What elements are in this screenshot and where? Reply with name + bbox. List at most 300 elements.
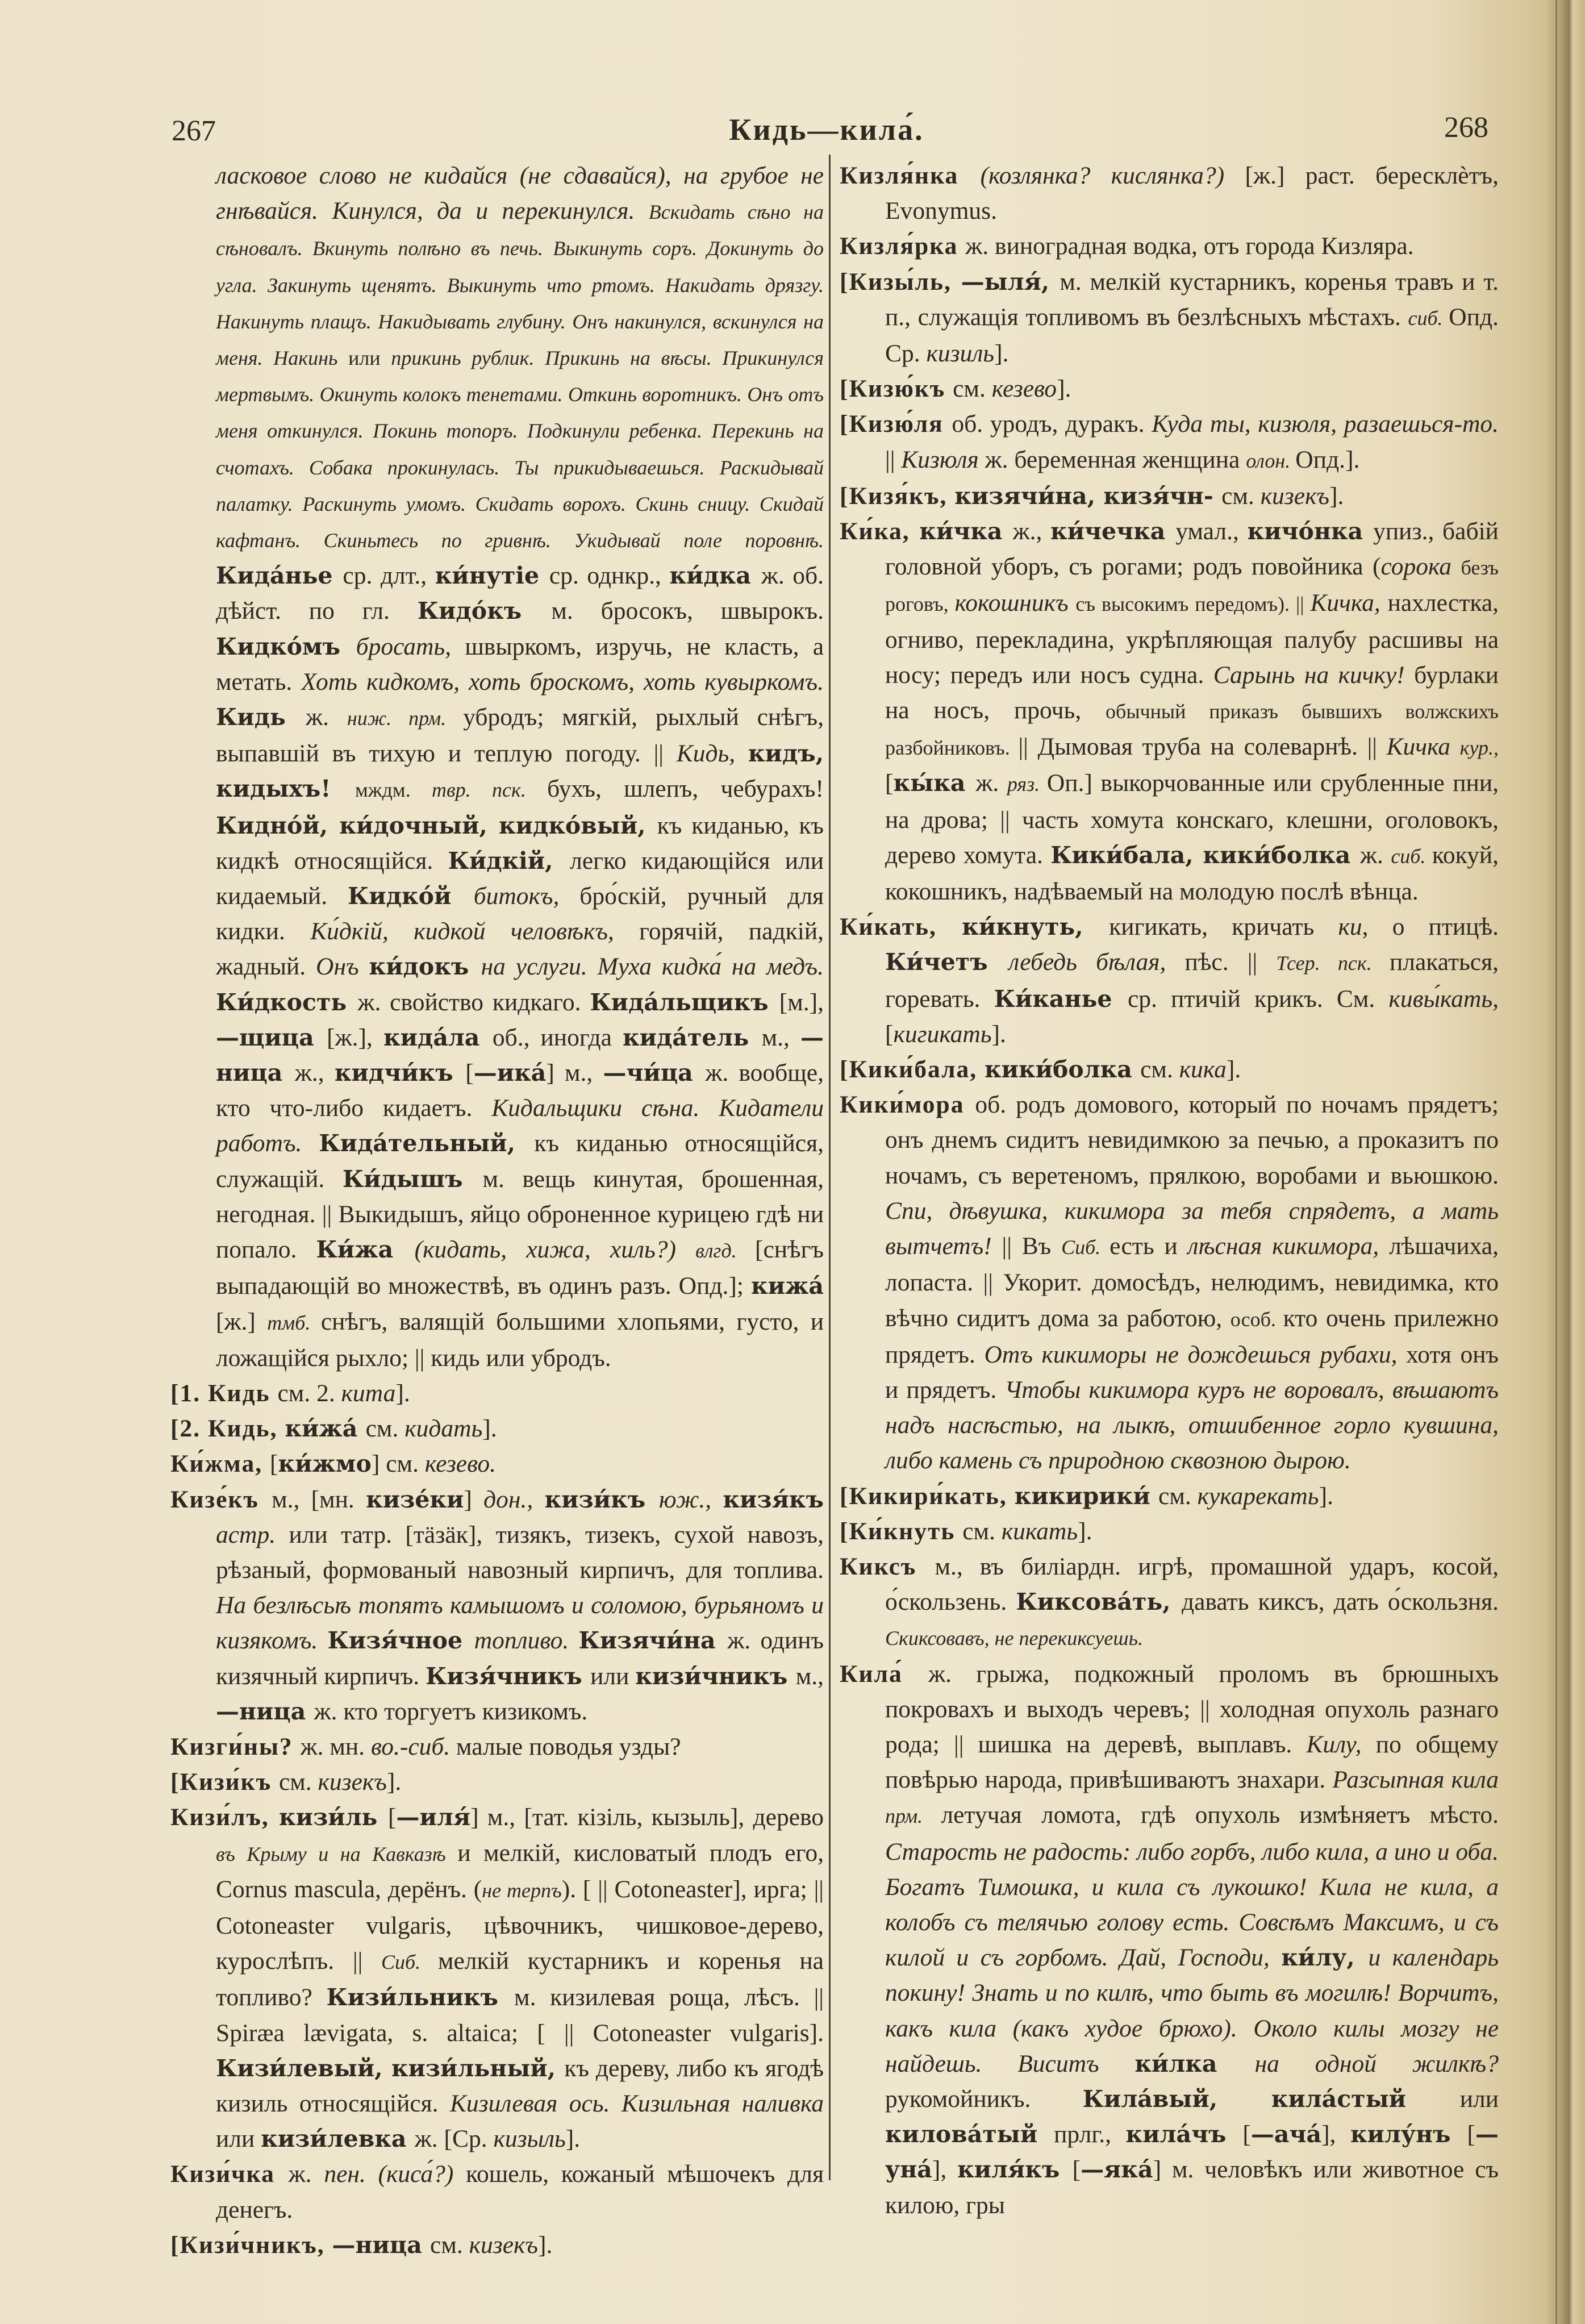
example-text: дон., — [483, 1485, 545, 1513]
definition-text: бро́скій, ручный для кидки. — [216, 882, 824, 946]
definition-text: ]. — [1078, 1517, 1092, 1545]
example-text: твр. пск. — [432, 778, 548, 802]
headword: ки́жа́ — [285, 1415, 366, 1443]
definition-text: || Дымовая труба на солеварнѣ. || — [1018, 733, 1387, 761]
definition-text: ж. — [306, 703, 347, 731]
example-text: лебедь бѣлая, — [1008, 948, 1185, 976]
definition-text: ж. вообще, кто что-либо кидаетъ. — [216, 1059, 824, 1122]
example-text: кикать — [1001, 1517, 1078, 1545]
headword: кизи́чникъ — [635, 1662, 796, 1690]
definition-text: ], — [932, 2156, 958, 2184]
dictionary-entry — [840, 158, 1499, 228]
definition-text: по общему повѣрью народа, привѣшиваютъ знахари. — [885, 1730, 1499, 1794]
dictionary-entry — [840, 1514, 1499, 1549]
example-text: прм. — [885, 1805, 941, 1828]
definition-text: ]. — [1226, 1056, 1241, 1084]
example-text: кокошникъ — [954, 589, 1076, 617]
example-text: Разсыпная кила — [1332, 1766, 1499, 1794]
example-text: кигикать — [893, 1020, 992, 1048]
dictionary-entry — [840, 264, 1499, 372]
headword: [2. Кидь, — [170, 1415, 285, 1443]
definition-text: [ — [1072, 2156, 1081, 2184]
definition-text: рукомойникъ. — [885, 2085, 1083, 2113]
running-title: Кидь—кила́. — [729, 113, 924, 147]
headword: Ки́канье — [994, 985, 1128, 1013]
headword: Киксова́ть, — [1016, 1588, 1182, 1616]
example-text: на услуги. Муха кидка́ на медъ. — [481, 953, 824, 981]
example-text: На безлѣсьѣ топятъ камышомъ и соломою, бурьяномъ и кизякомъ. — [216, 1592, 824, 1655]
example-text: прикинь рублик. Прикинь на вѣсы. Прикинулся мертвымъ. Окинуть колокъ тенетами. Откинь воротникъ. Онъ отъ меня откинулся. Покинь топоръ. Подкинули ребенка. Перекинь на счотахъ. Собака прокинулась. Ты прикидываешься. Раскидывай палатку. Раскинуть умомъ. Скидать ворохъ. Скинь сницу. Скидай кафтанъ. Скиньтесь по гривнѣ. Укидывай поле поровнѣ. — [216, 347, 824, 552]
headword: кида́ла — [383, 1023, 493, 1051]
headword: [Кизи́чникъ, — [170, 2231, 332, 2259]
headword: —ница — [216, 1697, 314, 1725]
headword: кизи́къ — [544, 1485, 659, 1513]
headword: Ки́дкость — [216, 988, 358, 1016]
definition-text: ]. — [1057, 375, 1071, 403]
example-text: кидать — [404, 1415, 483, 1443]
definition-text: ж. одинъ кизячный кирпичъ. — [216, 1627, 824, 1690]
headword: Кидно́й, ки́дочный, кидко́вый, — [216, 811, 657, 839]
definition-text: ж. — [975, 769, 1007, 797]
headword: кидъ, кидыхъ! — [216, 740, 824, 803]
definition-text: ж. мн. — [300, 1732, 371, 1760]
definition-text: прлг., — [1054, 2121, 1126, 2148]
headword: —щица — [216, 1023, 327, 1051]
dictionary-entry — [170, 158, 824, 1376]
definition-text: об. уродъ, дуракъ. — [952, 410, 1152, 438]
headword: Кизи́чка — [170, 2160, 289, 2188]
headword: ки́лу, — [1281, 1944, 1369, 1972]
definition-text: м. кизилевая роща, лѣсъ. || Spiræa lævigata, s. altaica; [ || Cotoneaster vulgaris]. — [216, 1984, 824, 2047]
definition-text: [ — [465, 1059, 474, 1087]
headword: [Кизя́къ, — [840, 482, 955, 510]
headword: Кики́бала, кики́болка — [1050, 841, 1360, 869]
definition-text: мждм. — [354, 778, 432, 802]
dictionary-entry — [840, 1052, 1499, 1087]
example-text: Скиксовавъ, не перекиксуешь. — [885, 1627, 1143, 1650]
headword: килова́тый — [885, 2121, 1054, 2148]
definition-text: ж., — [294, 1059, 335, 1087]
definition-text: лѣшачиха, лопаста. || Укорит. домосѣдъ, нелюдимъ, невидимка, кто вѣчно сидитъ дома за работою, — [885, 1232, 1499, 1332]
definition-text: ] м., [тат. кізіль, кызыль], дерево — [470, 1804, 824, 1831]
example-text: Кизюля — [901, 445, 985, 473]
example-text: сиб. — [1408, 306, 1449, 330]
definition-text: ]. — [994, 340, 1009, 368]
definition-text: умал., — [1175, 518, 1248, 545]
headword: кида́тель — [623, 1023, 762, 1051]
example-text: ки — [1338, 913, 1362, 941]
headword: кизе́ки — [366, 1485, 464, 1513]
example-text: Кидальщики сѣна. Кидатели работъ. — [216, 1094, 824, 1157]
headword: —ика́ — [473, 1059, 547, 1087]
example-text: юж., — [658, 1485, 723, 1513]
dictionary-entry — [170, 2227, 824, 2263]
definition-text: нахлестка, огниво, перекладина, укрѣпляющая палубу расшивы на носу; передъ или носъ судна. — [885, 589, 1499, 689]
definition-text: ]. — [537, 2231, 553, 2259]
definition-text: къ киданью, къ кидкѣ относящійся. — [216, 811, 824, 874]
example-text: въ Крыму и на Кавказѣ — [216, 1842, 458, 1865]
definition-text: ж. свойство кидкаго. — [357, 988, 590, 1016]
definition-text: или — [216, 2125, 261, 2153]
dictionary-entry — [840, 406, 1499, 478]
column-divider — [829, 155, 831, 2180]
example-text: кизиль — [926, 340, 995, 368]
example-text: топливо. — [474, 1627, 579, 1655]
example-text: лѣсная кикимора, — [1187, 1232, 1390, 1260]
definition-text: [ — [885, 1020, 894, 1048]
example-text: влгд. — [695, 1239, 755, 1263]
definition-text: кокуй, кокошникъ, надѣваемый на молодую послѣ вѣнца. — [885, 841, 1499, 906]
headword: Кида́тельный, — [319, 1130, 535, 1157]
definition-text: Опд. Ср. — [885, 303, 1499, 368]
definition-text: см. — [953, 375, 992, 403]
definition-text: есть и — [1110, 1232, 1188, 1260]
headword: кидчи́къ — [334, 1059, 466, 1087]
headword: ки́нутіе — [435, 562, 549, 590]
example-text: кезево — [991, 375, 1057, 403]
headword: Кизячи́на — [578, 1627, 728, 1655]
definition-text: ж. об. дѣйст. по гл. — [216, 562, 824, 625]
headword: Кила́ — [840, 1660, 929, 1688]
definition-text: см. — [1158, 1482, 1198, 1510]
headword: —ница — [332, 2231, 431, 2259]
headword: Кизля́рка — [840, 232, 966, 260]
headword: киля́къ — [957, 2156, 1073, 2184]
definition-text: летучая ломота, гдѣ опухоль измѣняетъ мѣсто. — [941, 1801, 1499, 1829]
definition-text: см. 2. — [277, 1379, 341, 1407]
headword: Кида́льщикъ — [590, 988, 779, 1016]
headword: Кила́вый, кила́стый — [1082, 2085, 1460, 2113]
definition-text: [ — [885, 769, 894, 797]
definition-text: ж. кто торгуетъ кизикомъ. — [314, 1697, 588, 1725]
right-column — [840, 158, 1499, 2223]
headword: Ки́жа — [316, 1236, 415, 1264]
dictionary-entry — [170, 1800, 824, 2156]
example-text: кизекъ — [469, 2231, 538, 2259]
definition-text: ср. однкр., — [549, 562, 670, 590]
definition-text: [ж.] — [216, 1307, 268, 1335]
example-text: сиб. — [1391, 844, 1432, 868]
example-text: Отъ кикиморы не дождешься рубахи, — [984, 1340, 1407, 1368]
definition-text: [ — [1242, 2121, 1251, 2148]
definition-text: убродъ; мягкій, рыхлый снѣгъ, выпавшій въ тихую и теплую погоду. || — [216, 703, 824, 768]
example-text: (козлянка? кислянка?) — [980, 162, 1245, 189]
example-text: Килу, — [1306, 1730, 1376, 1758]
headword: кижа́ — [751, 1272, 824, 1300]
example-text: кита — [341, 1379, 396, 1407]
example-text: сорока — [1380, 553, 1461, 581]
definition-text: упиз., бабій головной уборъ, съ рогами; родъ повойника ( — [885, 518, 1499, 581]
headword: —ача́ — [1250, 2121, 1322, 2148]
headword: ки́докъ — [369, 953, 481, 981]
definition-text: м., — [761, 1023, 800, 1051]
example-text: Кичка, — [1310, 589, 1388, 617]
definition-text: || — [885, 445, 902, 473]
definition-text: ж. виноградная водка, отъ города Кизляра. — [965, 232, 1414, 260]
definition-text: [снѣгъ выпадающій во множествѣ, въ одинъ разъ. Опд.]; — [216, 1236, 824, 1300]
headword: ки́чка — [919, 518, 1013, 545]
definition-text: ]. — [386, 1768, 402, 1796]
headword: кила́чъ — [1125, 2121, 1243, 2148]
definition-text: см. — [430, 2231, 469, 2259]
headword: кизя́къ — [723, 1485, 824, 1513]
dictionary-entry — [840, 1087, 1499, 1478]
dictionary-entry — [840, 1478, 1499, 1514]
example-text: Сиб. — [1061, 1236, 1110, 1259]
dictionary-entry — [840, 1549, 1499, 1656]
definition-text: ж., — [1012, 518, 1050, 545]
page-number-left: 267 — [172, 115, 216, 147]
example-text: Кичка — [1386, 733, 1460, 761]
example-text: (кидать, хижа, хиль?) — [414, 1236, 696, 1264]
definition-text: см. — [1221, 482, 1261, 510]
definition-text: кто очень прилежно прядетъ. — [885, 1304, 1499, 1368]
definition-text: ] м. человѣкъ или животное съ килою, гры — [885, 2156, 1499, 2219]
definition-text: ж. беременная женщина — [985, 445, 1246, 473]
dictionary-entry — [840, 371, 1499, 406]
headword: —ница — [216, 1023, 824, 1087]
example-text: Спи, дѣвушка, кикимора за тебя спрядетъ, а мать вытчетъ! — [885, 1197, 1499, 1260]
headword: ки́чечка — [1050, 518, 1176, 545]
example-text: кивы́кать, — [1388, 985, 1499, 1013]
example-text: во.-сиб. — [370, 1732, 457, 1760]
definition-text: бухъ, шлепъ, чебурахъ! — [547, 775, 824, 803]
headword: ки́дка — [669, 562, 761, 590]
example-text: Чтобы кикимора куръ не воровалъ, вѣшаютъ надъ насѣстью, на лыкѣ, отшибенное горло кувшина, либо камень съ природною сквозною дырою. — [885, 1376, 1499, 1475]
dictionary-entry — [840, 478, 1499, 514]
definition-text: ср. птичій крикъ. См. — [1127, 985, 1389, 1013]
dictionary-entry — [170, 1446, 824, 1481]
headword: ки́кнуть, — [962, 913, 1110, 941]
page-edge-line — [1555, 0, 1557, 2324]
dictionary-entry — [170, 1764, 824, 1800]
definition-text: ]. — [482, 1415, 497, 1443]
example-text: Ки́дкій, кидкой человѣкъ, — [310, 918, 614, 946]
headword: Ки́ка, — [840, 518, 920, 545]
definition-text: Опд.]. — [1295, 445, 1360, 473]
headword: —иля́ — [396, 1804, 471, 1831]
definition-text: об. родъ домового, который по ночамъ прядетъ; онъ днемъ сидитъ невидимкою за печью, а проказитъ по ночамъ, съ веретеномъ, прялкою, воробами и вьюшкою. — [885, 1091, 1499, 1189]
definition-text: ж. — [1360, 841, 1391, 869]
headword: Ки́кать, — [840, 913, 962, 941]
headword: Ки́дышъ — [342, 1165, 483, 1193]
headword: кы́ка — [893, 769, 976, 797]
example-text: кизекъ — [318, 1768, 387, 1796]
definition-text: особ. — [1230, 1307, 1283, 1331]
definition-text: ] см. — [371, 1450, 425, 1478]
example-text: Тсер. пск. — [1276, 952, 1390, 975]
headword: Кизги́ны? — [170, 1732, 301, 1760]
headword: —ыля́, — [961, 268, 1060, 295]
headword: Кизи́левый, кизи́льный, — [216, 2054, 565, 2082]
definition-text: давать киксъ, дать о́скользня. — [1181, 1588, 1499, 1616]
definition-text: ]. — [565, 2125, 581, 2153]
definition-text: см. — [962, 1517, 1002, 1545]
headword: ки́лка — [1134, 2050, 1255, 2077]
example-text: Вскидать сѣно на сѣновалъ. Вкинуть полѣно въ печь. Выкинуть соръ. Докинуть до угла. Закинуть щенятъ. Выкинуть что ртомъ. Накидать дрязгу. Накинуть плащъ. Накидывать глубину. Онъ накинулся, вскинулся на меня. Накинь — [216, 201, 824, 370]
headword: кизи́ль — [279, 1804, 389, 1831]
definition-text: или — [590, 1662, 636, 1690]
dictionary-entry — [840, 514, 1499, 909]
example-text: Онъ — [316, 953, 369, 981]
headword: кикирики́ — [1014, 1482, 1159, 1510]
headword: Кида́нье — [216, 562, 343, 590]
definition-text: Оп.] выкорчованные или срубленные пни, на дрова; || часть хомута конскаго, клешни, оголовокъ, дерево хомута. — [885, 769, 1499, 869]
definition-text: снѣгъ, валящій большими хлопьями, густо, и ложащійся рыхло; || кидь или убродъ. — [216, 1307, 824, 1372]
dictionary-entry — [170, 2156, 824, 2227]
definition-text: см. — [278, 1768, 318, 1796]
definition-text: мелкій кустарникъ и коренья на топливо? — [216, 1947, 824, 2011]
left-column — [170, 158, 824, 2263]
definition-text: м. мелкій кустарникъ, коренья травъ и т. п., служащія топливомъ въ безлѣсныхъ мѣстахъ. — [885, 268, 1499, 331]
definition-text: м., — [795, 1662, 824, 1690]
definition-text: къ дереву, либо къ ягодѣ кизиль относящійся. — [216, 2054, 824, 2117]
headword: Киксъ — [840, 1552, 935, 1580]
headword: ки́жмо — [278, 1450, 372, 1478]
definition-text: ] — [464, 1485, 484, 1513]
headword: [Кизю́къ — [840, 375, 953, 403]
headword: кики́болка — [985, 1056, 1141, 1084]
definition-text: кошель, кожаный мѣшочекъ для денегъ. — [216, 2160, 824, 2223]
definition-text: м., въ биліардн. игрѣ, промашной ударъ, косой, о́скользень. — [885, 1552, 1499, 1616]
example-text: на одной жилкѣ? — [1254, 2050, 1499, 2077]
definition-text: ]. — [1319, 1482, 1333, 1510]
definition-text: [ — [388, 1804, 397, 1831]
running-header — [165, 111, 1488, 151]
definition-text: и мелкій, кисловатый плодъ его, Cornus mascula, дерёнъ. ( — [216, 1839, 824, 1903]
definition-text: ж. [Ср. — [414, 2125, 494, 2153]
definition-text: или — [348, 347, 391, 370]
dictionary-entry — [170, 1411, 824, 1446]
definition-text: см. — [1140, 1056, 1179, 1084]
definition-text: см. — [365, 1415, 405, 1443]
example-text: кур., — [1459, 736, 1499, 760]
headword: Ки́четъ — [885, 948, 1009, 976]
example-text: битокъ, — [473, 882, 560, 910]
headword: Кизи́лъ, — [170, 1804, 280, 1831]
headword: Кидко́мъ — [216, 632, 356, 660]
headword: Кидь — [216, 703, 306, 731]
definition-text: [ — [269, 1450, 278, 1478]
definition-text: ]. — [395, 1379, 410, 1407]
example-text: кизекъ — [1260, 482, 1329, 510]
example-text: олон. — [1246, 449, 1296, 472]
example-text: кукарекать — [1197, 1482, 1319, 1510]
headword: [Кикири́кать, — [840, 1482, 1015, 1510]
definition-text: малые поводья узды? — [456, 1732, 681, 1760]
headword: Ки́жма, — [170, 1450, 270, 1478]
headword: Кизя́чникъ — [426, 1662, 591, 1690]
headword: [1. Кидь — [170, 1379, 278, 1407]
definition-text: м. вещь кинутая, брошенная, негодная. || Выкидышъ, яйцо оброненное курицею гдѣ ни попало. — [216, 1165, 824, 1264]
example-text: кика — [1179, 1056, 1227, 1084]
definition-text: об., иногда — [492, 1023, 623, 1051]
dictionary-entry — [170, 1482, 824, 1729]
headword: Ки́дкій, — [448, 847, 570, 874]
headword: —уна́ — [885, 2121, 1499, 2184]
headword: Кидо́къ — [417, 597, 552, 625]
headword: Кизя́чное — [327, 1627, 474, 1655]
example-text: астр. — [216, 1521, 289, 1548]
dictionary-entry — [170, 1729, 824, 1764]
definition-text: легко кидающійся или кидаемый. — [216, 847, 824, 910]
definition-text: горячій, падкій, жадный. — [216, 918, 824, 981]
definition-text: безъ роговъ, — [885, 556, 1499, 616]
dictionary-entry — [840, 909, 1499, 1052]
example-text: бросать, — [356, 632, 452, 660]
example-text: пен. (киса́?) — [324, 2160, 466, 2188]
example-text: Сарынь на кичку! — [1213, 661, 1415, 689]
example-text: Кидь, — [676, 740, 748, 768]
definition-text: хотя онъ и прядетъ. — [885, 1340, 1499, 1403]
definition-text: или татр. [тäзäк], тизякъ, тизекъ, сухой навозъ, рѣзаный, формованый навозный кирпичъ, для топлива. — [216, 1521, 824, 1584]
headword: кизи́левка — [261, 2125, 415, 2153]
example-text: Кизилевая ось. Кизильная наливка — [450, 2089, 824, 2117]
definition-text: || Въ — [1002, 1232, 1062, 1260]
page-number-right: 268 — [1444, 111, 1488, 144]
headword: Кизи́льникъ — [326, 1984, 515, 2011]
dictionary-entry — [170, 1376, 824, 1411]
example-text: Сиб. — [381, 1951, 438, 1974]
example-text: Хоть кидкомъ, хоть броскомъ, хоть кувыркомъ. — [301, 668, 824, 695]
headword: —чи́ца — [603, 1059, 706, 1087]
definition-text: обычный приказъ бывшихъ волжскихъ разбойниковъ. — [885, 700, 1499, 760]
example-text: кизыль — [493, 2125, 566, 2153]
definition-text: м. бросокъ, швырокъ. — [551, 597, 824, 625]
example-text: Куда ты, кизюля, разаешься-то. — [1152, 410, 1499, 438]
headword: Кики́мора — [840, 1091, 975, 1119]
example-text: ласковое слово не кидайся (не сдавайся), на грубое не гнѣвайся. Кинулся, да и перекинулся. — [216, 162, 824, 225]
definition-text: ], — [1321, 2121, 1350, 2148]
definition-text: пѣс. || — [1184, 948, 1277, 976]
headword: кизячи́на, кизя́чн- — [954, 482, 1222, 510]
headword: Кизля́нка — [840, 162, 981, 189]
headword: кичо́нка — [1247, 518, 1374, 545]
headword: Кидко́й — [348, 882, 474, 910]
page-edge-shadow — [1545, 0, 1585, 2324]
definition-text: [м.], — [779, 988, 824, 1016]
example-text: Старость не радость: либо горбъ, либо кила, а ино и оба. Богатъ Тимошка, и кила съ лукошко! Кила не кила, а колобъ съ телячью голову есть. Совсѣмъ Максимъ, и съ килой и съ горбомъ. Дай, Господи, — [885, 1838, 1499, 1972]
dictionary-entry — [840, 1656, 1499, 2223]
headword: [Ки́кнуть — [840, 1517, 963, 1545]
headword: [Кики́бала, — [840, 1056, 985, 1084]
definition-text: ж. — [288, 2160, 324, 2188]
definition-text: ж. грыжа, подкожный проломъ въ брюшныхъ покровахъ и выходъ черевъ; || холодная опухоль разнаго рода; || шишка на деревѣ, выплавъ. — [885, 1660, 1499, 1758]
headword: [Кизы́ль, — [840, 268, 961, 295]
headword: —яка́ — [1081, 2156, 1153, 2184]
example-text: ниж. прм. — [347, 707, 464, 730]
headword: [Кизи́къ — [170, 1768, 279, 1796]
example-text: кезево. — [424, 1450, 497, 1478]
definition-text: къ киданью относящійся, служащій. — [216, 1130, 824, 1193]
definition-text: ср. длт., — [343, 562, 435, 590]
definition-text: кигикать, кричать — [1109, 913, 1338, 941]
headword: килу́нъ — [1350, 2121, 1467, 2148]
definition-text: ]. — [1329, 482, 1344, 510]
definition-text: , о птицѣ. — [1362, 913, 1499, 941]
definition-text: плакаться, горевать. — [885, 948, 1499, 1013]
headword: [Кизю́ля — [840, 410, 952, 438]
example-text: и календарь покину! Знать и по килѣ, что быть въ могилѣ! Ворчитъ, какъ кила (какъ худое брюхо). Около килы мозгу не найдешь. Виситъ — [885, 1944, 1499, 2077]
definition-text: м., [мн. — [272, 1485, 366, 1513]
definition-text: [ж.] раст. бересклѐтъ, Evonymus. — [885, 162, 1499, 225]
definition-text: [ — [1467, 2121, 1475, 2148]
definition-text: бурлаки на носъ, прочь, — [885, 661, 1499, 724]
example-text: тмб. — [267, 1311, 321, 1334]
definition-text: ] м., — [546, 1059, 603, 1087]
headword: Кизе́къ — [170, 1485, 272, 1513]
example-text: не терпъ — [482, 1879, 562, 1902]
